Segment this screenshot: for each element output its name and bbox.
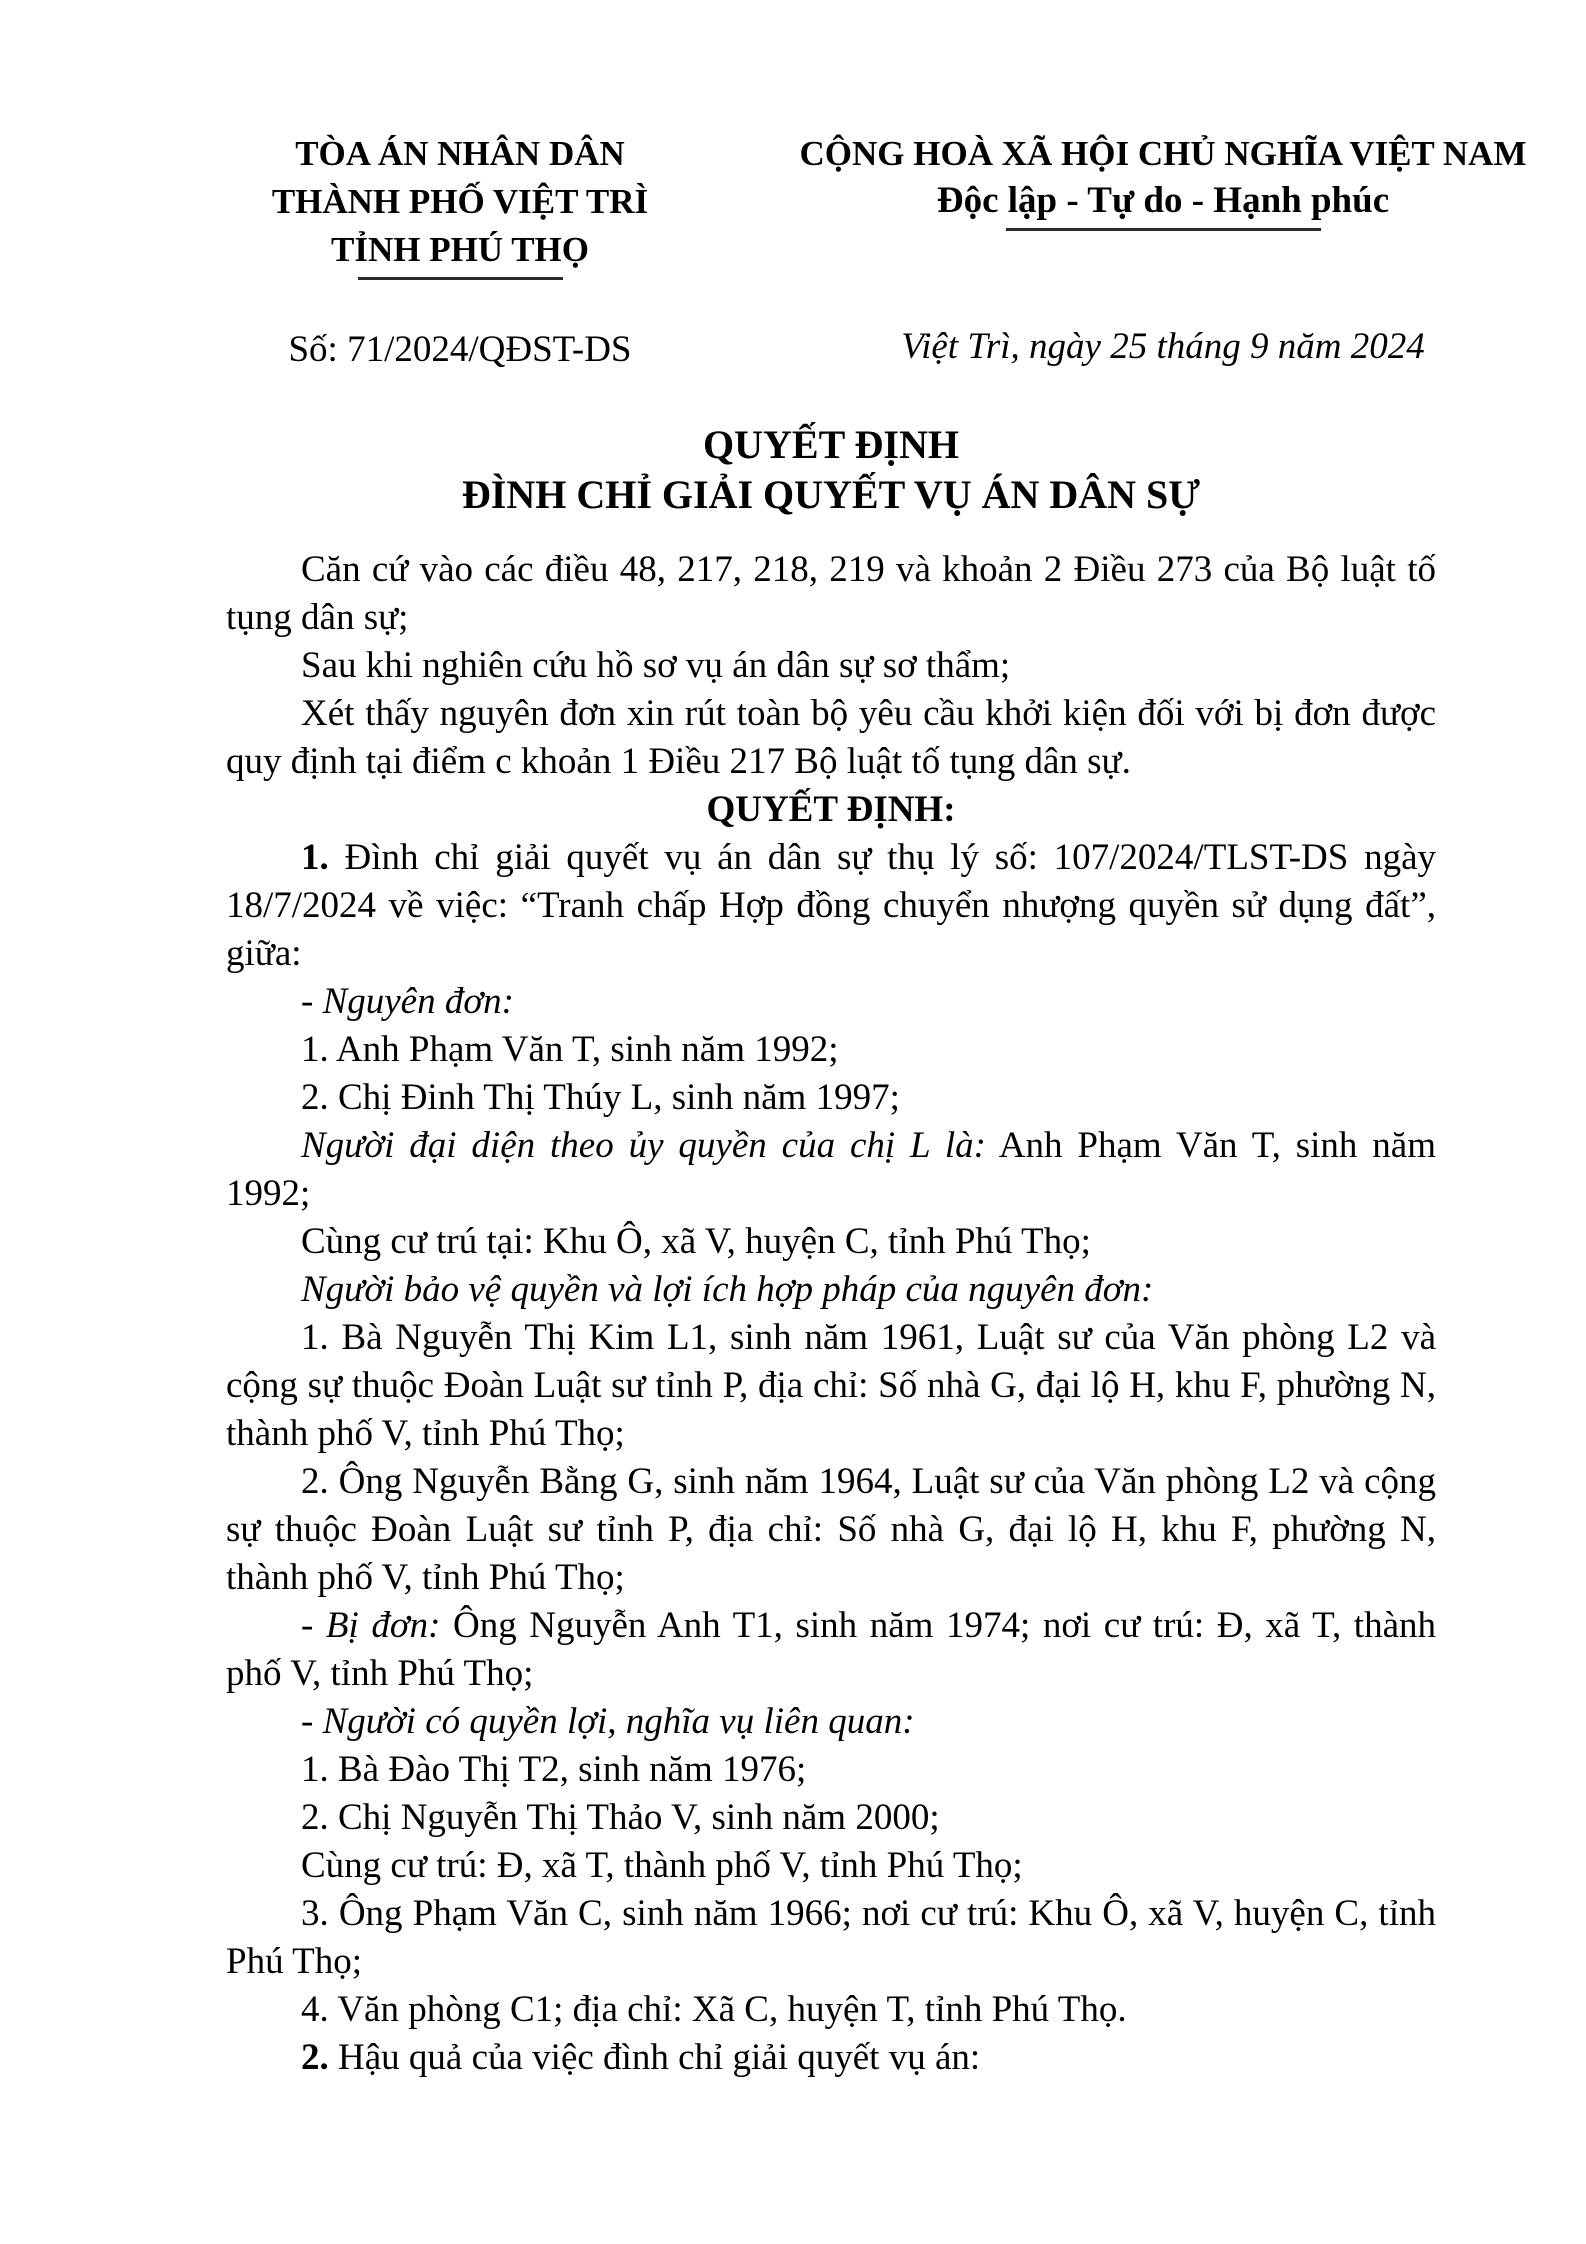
text-run: Ông Nguyễn Anh T1, sinh năm 1974; nơi cư trú: Đ, xã T, thành phố V, tỉnh Phú Thọ;: [226, 1605, 1436, 1694]
text-run: Cùng cư trú: Đ, xã T, thành phố V, tỉnh Phú Thọ;: [301, 1845, 1023, 1886]
paragraph: [226, 786, 1436, 834]
court-name-line-1: TÒA ÁN NHÂN DÂN: [295, 134, 625, 173]
text-run: 3. Ông Phạm Văn C, sinh năm 1966; nơi cư trú: Khu Ô, xã V, huyện C, tỉnh Phú Thọ;: [226, 1893, 1436, 1982]
paragraph: [226, 1266, 1436, 1314]
national-header-block: [750, 130, 1576, 371]
paragraph: [226, 1218, 1436, 1266]
text-run: Hậu quả của việc đình chỉ giải quyết vụ án:: [328, 2037, 981, 2078]
paragraph: [226, 1746, 1436, 1794]
court-name-line-3: TỈNH PHÚ THỌ: [330, 230, 589, 269]
paragraph: [226, 1314, 1436, 1458]
document-subtitle: ĐÌNH CHỈ GIẢI QUYẾT VỤ ÁN DÂN SỰ: [461, 472, 1201, 517]
court-name-line-2: THÀNH PHỐ VIỆT TRÌ: [271, 182, 649, 221]
paragraph: [226, 1698, 1436, 1746]
motto-underline: [1006, 228, 1321, 231]
paragraph: [226, 642, 1436, 690]
text-run: - Người có quyền lợi, nghĩa vụ liên quan:: [301, 1701, 915, 1742]
document-content: [0, 420, 1586, 2082]
text-run: 2. Chị Nguyễn Thị Thảo V, sinh năm 2000;: [301, 1797, 940, 1838]
text-run: Đình chỉ giải quyết vụ án dân sự thụ lý số: 107/2024/TLST-DS ngày 18/7/2024 về việc: “Tranh chấp Hợp đồng chuyển nhượng quyền sử dụng đất”, giữa:: [226, 837, 1436, 974]
text-run: Người bảo vệ quyền và lợi ích hợp pháp của nguyên đơn:: [301, 1269, 1154, 1310]
text-run: 1. Bà Đào Thị T2, sinh năm 1976;: [301, 1749, 807, 1790]
paragraph: [226, 546, 1436, 642]
text-run: 1. Anh Phạm Văn T, sinh năm 1992;: [301, 1029, 839, 1070]
document-body: [226, 546, 1436, 2082]
paragraph: [226, 1986, 1436, 2034]
place-dateline: Việt Trì, ngày 25 tháng 9 năm 2024: [901, 326, 1425, 367]
text-run: Cùng cư trú tại: Khu Ô, xã V, huyện C, tỉnh Phú Thọ;: [301, 1221, 1091, 1262]
paragraph: [226, 1026, 1436, 1074]
text-run: QUYẾT ĐỊNH:: [706, 789, 956, 830]
paragraph: [226, 1602, 1436, 1698]
text-run: Xét thấy nguyên đơn xin rút toàn bộ yêu cầu khởi kiện đối với bị đơn được quy định tại điểm c khoản 1 Điều 217 Bộ luật tố tụng dân sự.: [226, 693, 1436, 782]
text-run: - Nguyên đơn:: [301, 981, 514, 1022]
national-title: CỘNG HOÀ XÃ HỘI CHỦ NGHĨA VIỆT NAM: [799, 134, 1527, 173]
paragraph: [226, 1890, 1436, 1986]
paragraph: [226, 2034, 1436, 2082]
text-run: 2. Ông Nguyễn Bằng G, sinh năm 1964, Luật sư của Văn phòng L2 và cộng sự thuộc Đoàn Luật sư tỉnh P, địa chỉ: Số nhà G, đại lộ H, khu F, phường N, thành phố V, tỉnh Phú Thọ;: [226, 1461, 1436, 1598]
text-run: Người đại diện theo ủy quyền của chị L là:: [301, 1125, 986, 1166]
court-header-underline: [358, 277, 563, 280]
text-run: 1.: [301, 837, 329, 878]
text-run: Căn cứ vào các điều 48, 217, 218, 219 và khoản 2 Điều 273 của Bộ luật tố tụng dân sự;: [226, 549, 1436, 638]
paragraph: [226, 1074, 1436, 1122]
text-run: Anh Phạm Văn T, sinh năm 1992;: [226, 1125, 1436, 1214]
paragraph: [226, 834, 1436, 978]
paragraph: [226, 1794, 1436, 1842]
text-run: Sau khi nghiên cứu hồ sơ vụ án dân sự sơ thẩm;: [301, 645, 1011, 686]
text-run: 2.: [301, 2037, 329, 2078]
paragraph: [226, 1458, 1436, 1602]
paragraph: [226, 978, 1436, 1026]
text-run: 2. Chị Đinh Thị Thúy L, sinh năm 1997;: [301, 1077, 900, 1118]
document-title-block: [226, 420, 1436, 520]
national-motto: Độc lập - Tự do - Hạnh phúc: [936, 180, 1390, 221]
paragraph: [226, 1842, 1436, 1890]
document-title: QUYẾT ĐỊNH: [703, 422, 959, 467]
text-run: 1. Bà Nguyễn Thị Kim L1, sinh năm 1961, Luật sư của Văn phòng L2 và cộng sự thuộc Đoàn Luật sư tỉnh P, địa chỉ: Số nhà G, đại lộ H, khu F, phường N, thành phố V, tỉnh Phú Thọ;: [226, 1317, 1436, 1454]
document-header: [0, 0, 1586, 374]
text-run: - Bị đơn:: [301, 1605, 441, 1646]
paragraph: [226, 1122, 1436, 1218]
text-run: 4. Văn phòng C1; địa chỉ: Xã C, huyện T, tỉnh Phú Thọ.: [301, 1989, 1127, 2030]
paragraph: [226, 690, 1436, 786]
court-header-block: [170, 130, 750, 374]
document-number: Số: 71/2024/QĐST-DS: [288, 329, 632, 370]
